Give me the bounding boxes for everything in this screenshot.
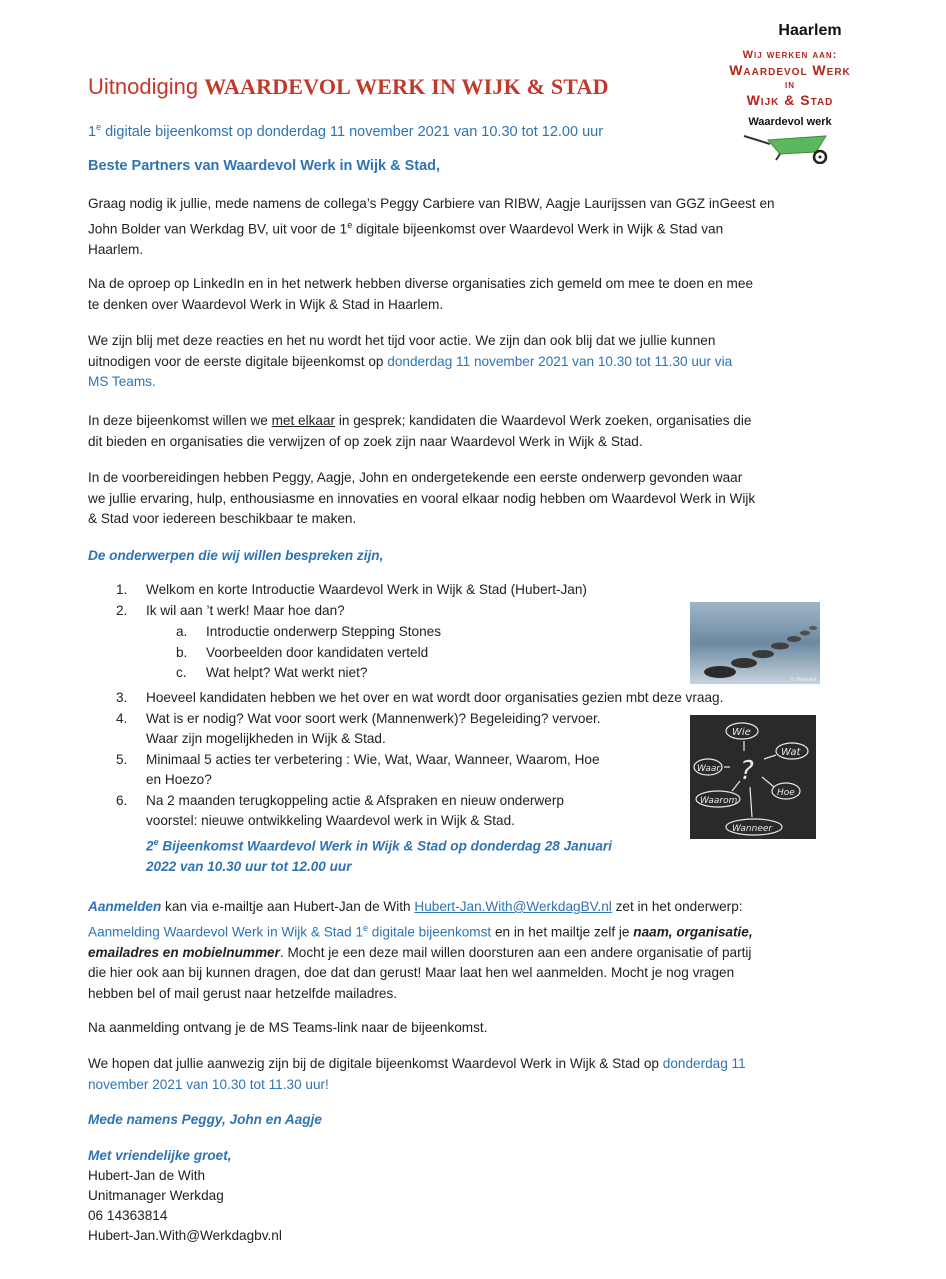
paragraph-reactions <box>88 331 848 393</box>
list-text: Minimaal 5 acties ter verbetering : Wie, Wat, Waar, Wanneer, Waarom, Hoe <box>146 751 600 767</box>
list-text: Welkom en korte Introductie Waardevol Werk in Wijk & Stad (Hubert-Jan) <box>146 582 587 597</box>
list-text: 2022 van 10.30 uur tot 12.00 uur <box>146 858 352 874</box>
text-line: dit bieden en organisaties die verwijzen of op zoek zijn naar Waardevol Werk in Wijk & Stad. <box>88 433 643 449</box>
list-item <box>116 688 816 709</box>
list-number: 6. <box>116 792 128 808</box>
greeting: Beste Partners van Waardevol Werk in Wijk & Stad, <box>88 158 441 174</box>
text-line <box>88 411 848 432</box>
subtitle-pre: 1 <box>88 123 97 140</box>
text-line: november 2021 van 10.30 tot 11.30 uur! <box>88 1076 329 1092</box>
logo-line-3: in <box>785 79 795 91</box>
list-item <box>176 622 441 643</box>
underlined-text: met elkaar <box>271 413 336 428</box>
signup-label: Aanmelden <box>88 899 162 914</box>
title-strong: WAARDEVOL WERK IN WIJK & STAD <box>204 74 609 99</box>
list-number: 1. <box>116 582 128 597</box>
list-text: Introductie onderwerp Stepping Stones <box>206 624 442 639</box>
subtitle-sup: e <box>96 122 102 132</box>
paragraph-linkedin <box>88 274 848 315</box>
paragraph-hope <box>88 1054 848 1095</box>
text-span: digitale bijeenkomst over Waardevol Werk in Wijk & Stad van <box>352 221 724 237</box>
signer-phone: 06 14363814 <box>88 1208 168 1223</box>
text-line: we jullie ervaring, hulp, enthousiasme en innovaties en vooral elkaar nodig hebben om Waardevol Werk in Wijk <box>88 490 756 506</box>
list-letter: a. <box>176 624 188 639</box>
text-span: . Mocht je een deze mail willen doorsturen aan een andere organisatie of partij <box>279 944 752 960</box>
paragraph-conversation <box>88 411 848 452</box>
paragraph-invitation <box>88 194 848 260</box>
signer-name: Hubert-Jan de With <box>88 1168 206 1183</box>
question-mark: ? <box>740 756 754 786</box>
list-text: Ik wil aan ’t werk! Maar hoe dan? <box>146 602 345 618</box>
stepping-stones-image <box>690 602 820 684</box>
list-number: 4. <box>116 710 128 726</box>
text-line: Na de oproep op LinkedIn en in het netwerk hebben diverse organisaties zich gemeld om mee te doen en mee <box>88 276 754 291</box>
text-span: en in het mailtje zelf je <box>491 924 634 940</box>
title-prefix: Uitnodiging <box>88 74 205 99</box>
signer-role: Unitmanager Werkdag <box>88 1188 224 1203</box>
list-text: Wat is er nodig? Wat voor soort werk (Mannenwerk)? Begeleiding? vervoer. <box>146 710 601 726</box>
text-span: zet in het onderwerp: <box>611 899 743 914</box>
text-line <box>88 918 868 943</box>
board-word: Wat <box>781 747 801 758</box>
text-line <box>88 352 848 373</box>
text-span: in gesprek; kandidaten die Waardevol Werk zoeken, organisaties die <box>335 413 752 428</box>
subtitle <box>88 122 603 140</box>
text-line: MS Teams. <box>88 374 156 389</box>
text-sup: e <box>363 922 369 933</box>
list-item <box>116 580 816 601</box>
subject-text: digitale bijeenkomst <box>368 924 492 940</box>
subtitle-post: digitale bijeenkomst op donderdag 11 november 2021 van 10.30 tot 12.00 uur <box>101 123 604 140</box>
list-text: Wat helpt? Wat werkt niet? <box>206 665 368 680</box>
image-credit: © Bernard <box>790 677 817 683</box>
list-letter: c. <box>176 665 187 680</box>
signature-block <box>88 1146 282 1246</box>
text-line <box>88 897 868 918</box>
waardevol-werk-logo <box>700 22 880 182</box>
list-item <box>176 663 441 684</box>
board-word: Waar <box>697 764 721 774</box>
text-sup: e <box>153 836 159 847</box>
board-word: Wie <box>732 727 751 738</box>
on-behalf: Mede namens Peggy, John en Aagje <box>88 1112 322 1127</box>
text-line: In de voorbereidingen hebben Peggy, Aagje, John en ondergetekende een eerste onderwerp gevonden waar <box>88 470 743 485</box>
list-text: Na 2 maanden terugkoppeling actie & Afspraken en nieuw onderwerp <box>146 792 564 808</box>
text-sup: e <box>347 219 353 230</box>
text-line: Graag nodig ik jullie, mede namens de collega’s Peggy Carbiere van RIBW, Aagje Laurijssen van GGZ inGeest en <box>88 196 775 211</box>
text-span: kan via e-mailtje aan Hubert-Jan de With <box>161 899 415 914</box>
text-line: te denken over Waardevol Werk in Wijk & Stad in Haarlem. <box>88 296 444 312</box>
list-number: 2. <box>116 602 128 618</box>
text-line: hebben bel of mail gerust naar hetzelfde mailadres. <box>88 985 398 1001</box>
list-text: Waar zijn mogelijkheden in Wijk & Stad. <box>146 731 386 746</box>
meeting-date: donderdag 11 november 2021 van 10.30 tot 11.30 uur via <box>387 353 733 369</box>
logo-line-4: Wijk & Stad <box>746 92 834 108</box>
topics-heading: De onderwerpen die wij willen bespreken zijn, <box>88 548 384 563</box>
text-span: Bijeenkomst Waardevol Werk in Wijk & Stad op donderdag 28 Januari <box>158 838 612 854</box>
paragraph-signup <box>88 897 868 1004</box>
list-text: voorstel: nieuwe ontwikkeling Waardevol werk in Wijk & Stad. <box>146 813 515 828</box>
list-text: Hoeveel kandidaten hebben we het over en wat wordt door organisaties gezien mbt deze vraag. <box>146 690 724 705</box>
next-meeting-time <box>116 857 816 878</box>
text-line <box>88 943 868 964</box>
wheelbarrow-icon <box>740 130 840 164</box>
list-text: en Hoezo? <box>146 772 212 787</box>
logo-brand: Waardevol werk <box>748 116 832 128</box>
logo-line-2: Waardevol Werk <box>729 62 851 78</box>
bold-italic-text: naam, organisatie, <box>633 924 753 940</box>
text-line <box>88 1054 848 1075</box>
text-span: We hopen dat jullie aanwezig zijn bij de digitale bijeenkomst Waardevol Werk in Wijk & Stad op <box>88 1056 663 1071</box>
text-span: In deze bijeenkomst willen we <box>88 413 272 428</box>
regards: Met vriendelijke groet, <box>88 1148 232 1163</box>
text-line: Haarlem. <box>88 241 144 257</box>
bold-italic-text: emailadres en mobielnummer <box>88 944 280 960</box>
list-number: 5. <box>116 751 128 767</box>
text-line: We zijn blij met deze reacties en het nu wordt het tijd voor actie. We zijn dan ook blij dat we jullie kunnen <box>88 333 716 348</box>
text-span: 2 <box>146 838 154 854</box>
board-word: Hoe <box>777 788 795 798</box>
page-title <box>88 74 609 100</box>
list-text <box>146 832 612 857</box>
chalkboard-questions-image <box>690 715 816 839</box>
list-number: 3. <box>116 690 128 705</box>
list-letter: b. <box>176 644 188 660</box>
logo-slogan <box>700 48 880 108</box>
board-word: Wanneer <box>732 824 773 834</box>
logo-city: Haarlem <box>778 22 842 39</box>
paragraph-preparation <box>88 468 848 530</box>
board-word: Waarom <box>700 796 738 806</box>
list-item <box>176 643 441 664</box>
email-link[interactable]: Hubert-Jan.With@WerkdagBV.nl <box>414 899 612 914</box>
text-line: die hier ook aan bij kunnen dragen, doe dat dan gerust! Maar laat hen wel aanmelden. Mocht je nog vragen <box>88 965 735 981</box>
list-text: Voorbeelden door kandidaten verteld <box>206 644 429 660</box>
text-line <box>88 215 848 240</box>
text-line: & Stad voor iedereen beschikbaar te maken. <box>88 511 357 526</box>
logo-line-1: Wij werken aan: <box>742 49 838 61</box>
text-span: uitnodigen voor de eerste digitale bijeenkomst op <box>88 353 388 369</box>
paragraph-teams-link: Na aanmelding ontvang je de MS Teams-link naar de bijeenkomst. <box>88 1020 488 1035</box>
meeting-date: donderdag 11 <box>662 1056 746 1071</box>
subject-text: Aanmelding Waardevol Werk in Wijk & Stad 1 <box>88 924 364 940</box>
text-span: John Bolder van Werkdag BV, uit voor de 1 <box>88 221 348 237</box>
subtopics-list <box>176 622 441 684</box>
signer-email: Hubert-Jan.With@Werkdagbv.nl <box>88 1228 282 1243</box>
